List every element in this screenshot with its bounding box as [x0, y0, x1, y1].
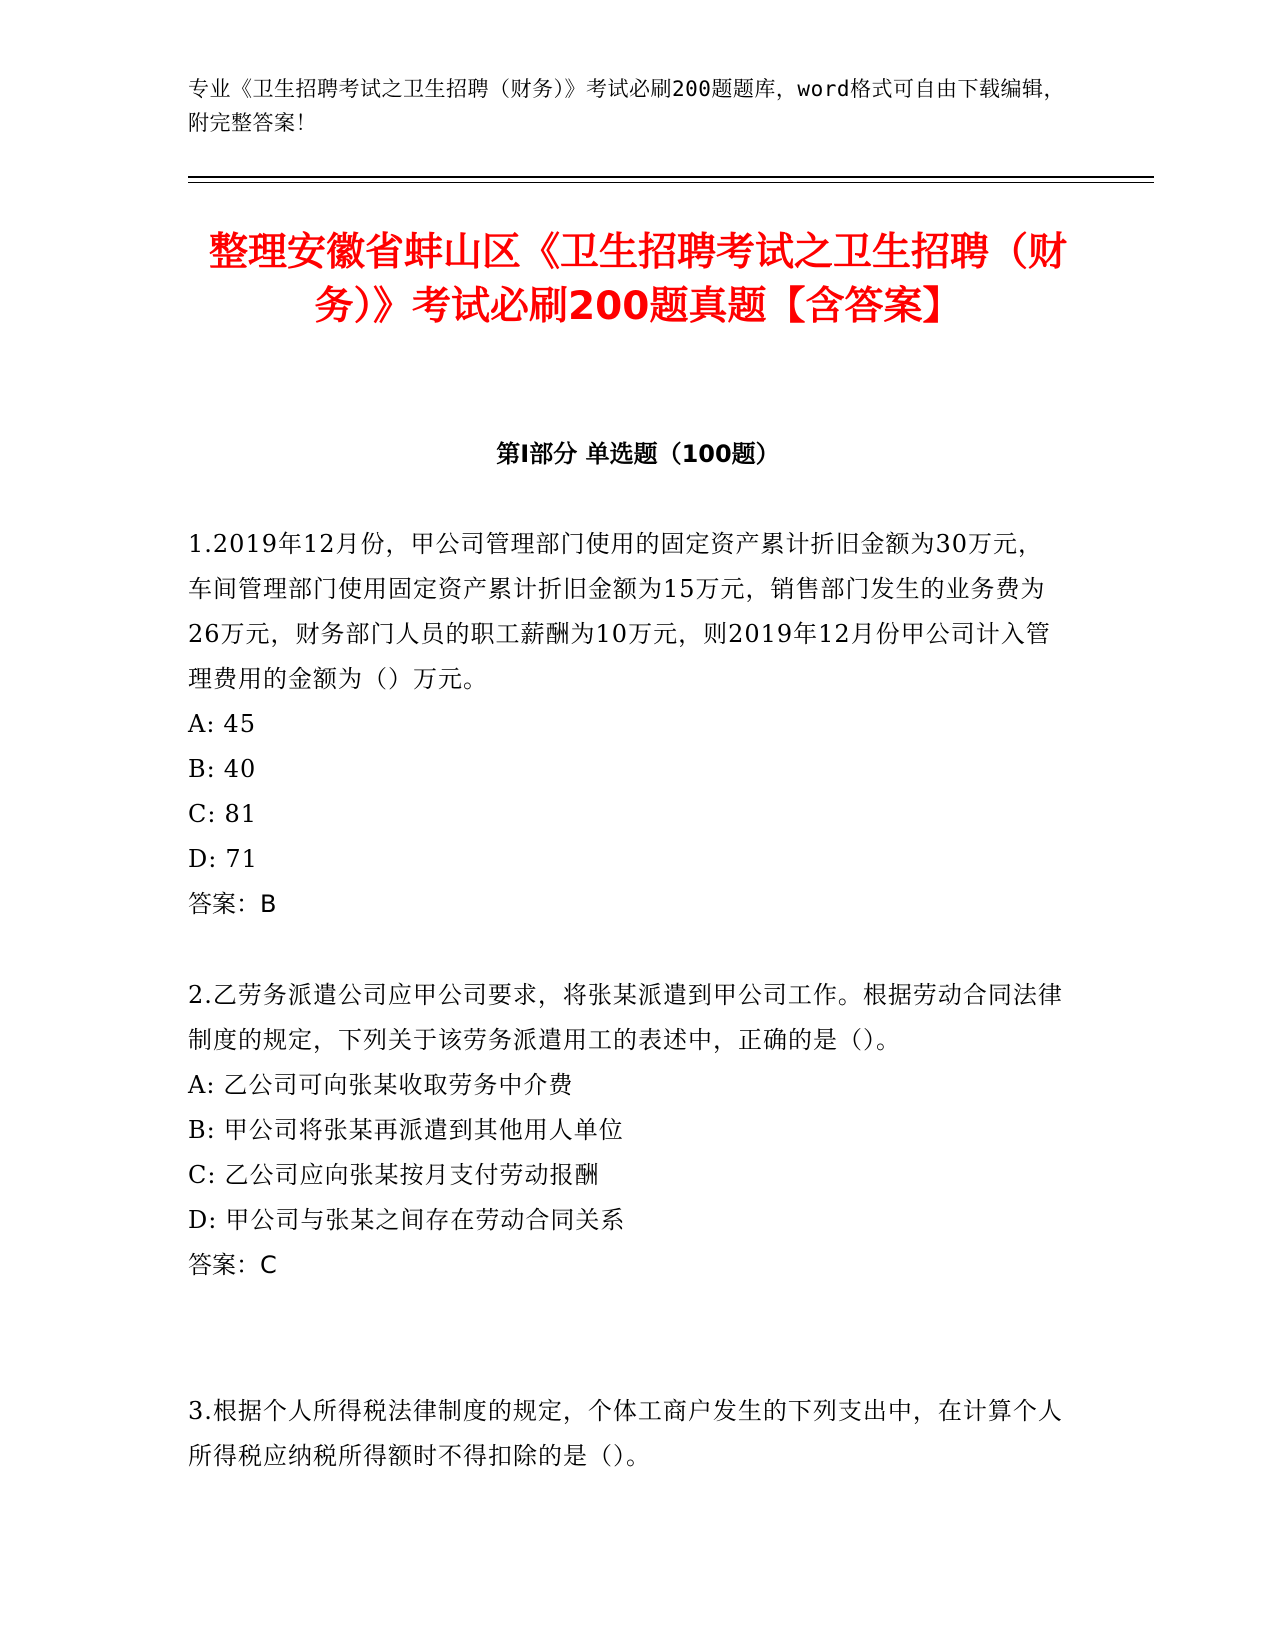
- option-letter: A:: [188, 710, 216, 738]
- option-letter: B:: [188, 755, 216, 783]
- option-b: [188, 1108, 1068, 1153]
- question-stem: 1.2019年12月份，甲公司管理部门使用的固定资产累计折旧金额为30万元，车间管理部门使用固定资产累计折旧金额为15万元，销售部门发生的业务费为26万元，财务部门人员的职工薪酬为10万元，则2019年12月份甲公司计入管理费用的金额为（）万元。: [188, 530, 1051, 693]
- option-letter: C:: [188, 1161, 217, 1189]
- option-a: [188, 1063, 1068, 1108]
- option-letter: D:: [188, 1206, 218, 1234]
- option-text: 甲公司将张某再派遣到其他用人单位: [223, 1116, 624, 1144]
- option-text: 甲公司与张某之间存在劳动合同关系: [225, 1206, 626, 1234]
- answer-line: 答案：C: [188, 1251, 277, 1279]
- section-title: 第I部分 单选题（100题）: [496, 440, 780, 468]
- header-rule-thin: [188, 182, 1154, 183]
- option-letter: A:: [188, 1071, 216, 1099]
- option-text: 45: [223, 710, 256, 738]
- question-stem: 3.根据个人所得税法律制度的规定，个体工商户发生的下列支出中，在计算个人所得税应纳税所得额时不得扣除的是（）。: [188, 1397, 1063, 1470]
- option-text: 乙公司可向张某收取劳务中介费: [223, 1071, 574, 1099]
- question-stem: 2.乙劳务派遣公司应甲公司要求，将张某派遣到甲公司工作。根据劳动合同法律制度的规定，下列关于该劳务派遣用工的表述中，正确的是（）。: [188, 981, 1063, 1054]
- question-1: [188, 522, 1068, 927]
- option-b: [188, 747, 1068, 792]
- option-letter: C:: [188, 800, 217, 828]
- option-letter: D:: [188, 845, 218, 873]
- answer-line: 答案：B: [188, 890, 277, 918]
- option-c: [188, 1153, 1068, 1198]
- option-d: [188, 1198, 1068, 1243]
- question-2: [188, 973, 1068, 1288]
- option-text: 乙公司应向张某按月支付劳动报酬: [224, 1161, 600, 1189]
- question-3: [188, 1389, 1068, 1479]
- header-note: 专业《卫生招聘考试之卫生招聘（财务）》考试必刷200题题库，word格式可自由下载编辑，附完整答案！: [188, 77, 1065, 135]
- option-text: 81: [224, 800, 257, 828]
- option-a: [188, 702, 1068, 747]
- option-d: [188, 837, 1068, 882]
- header-rule-thick: [188, 176, 1154, 178]
- option-text: 40: [223, 755, 257, 783]
- document-title: 整理安徽省蚌山区《卫生招聘考试之卫生招聘（财务）》考试必刷200题真题【含答案】: [208, 230, 1067, 329]
- option-c: [188, 792, 1068, 837]
- option-text: 71: [225, 845, 258, 873]
- option-letter: B:: [188, 1116, 216, 1144]
